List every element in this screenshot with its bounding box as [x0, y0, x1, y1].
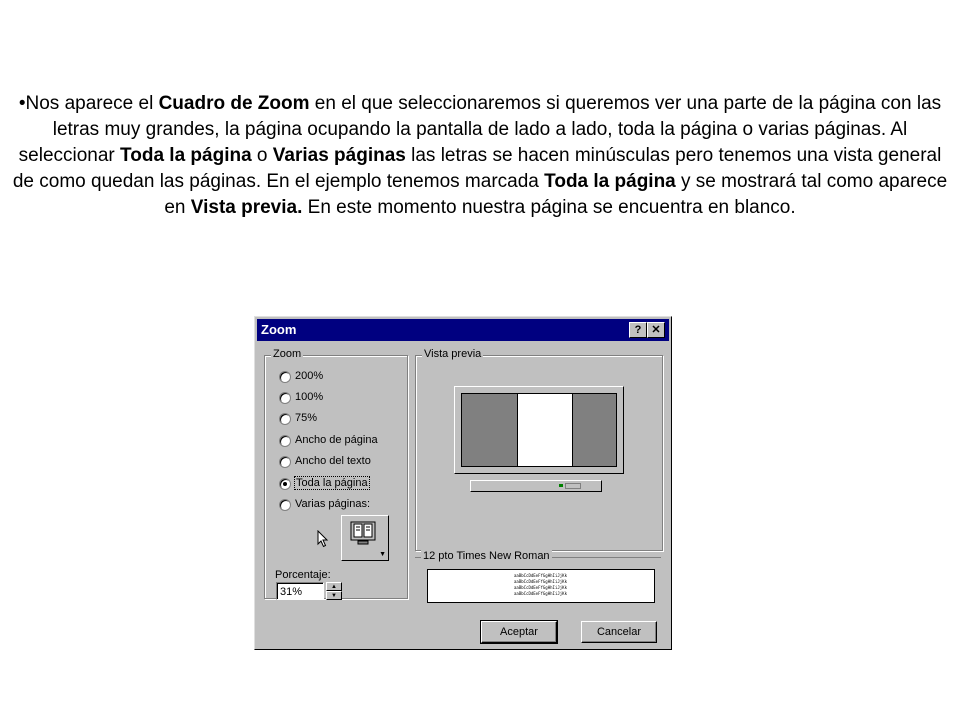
monitor-screen — [461, 393, 617, 467]
font-sample-line: aaBbCcDdEeFfGgHhIiJjKk — [514, 585, 567, 590]
bold-cuadro-zoom: Cuadro de Zoom — [158, 93, 310, 114]
preview-page — [517, 393, 573, 467]
text-6: En este momento nuestra página se encuentra en blanco. — [302, 197, 796, 218]
spin-down-button[interactable]: ▼ — [326, 591, 342, 600]
cancel-button[interactable]: Cancelar — [581, 621, 657, 643]
accept-button[interactable]: Aceptar — [481, 621, 557, 643]
font-sample-line: aaBbCcDdEeFfGgHhIiJjKk — [514, 573, 567, 578]
radio-label: Varias páginas: — [295, 498, 371, 510]
mouse-pointer-icon — [317, 530, 329, 548]
preview-group-label: Vista previa — [424, 348, 482, 360]
font-sample-box — [427, 569, 655, 603]
monitor-preview — [444, 386, 632, 508]
font-sample-line: aaBbCcDdEeFfGgHhIiJjKk — [514, 591, 567, 596]
zoom-group — [264, 348, 408, 599]
bold-vista-previa: Vista previa. — [190, 197, 303, 218]
text-4: las letras se hacen minúsculas pero tenemos una vista general de como quedan las páginas. En el ejemplo tenemos marcada — [12, 145, 942, 192]
text-1: Nos aparece el — [25, 93, 159, 114]
text-5: y se mostrará tal como aparece en — [164, 171, 948, 218]
dropdown-arrow-icon: ▼ — [379, 551, 386, 558]
instruction-paragraph — [10, 91, 950, 221]
radio-button[interactable] — [279, 499, 291, 511]
zoom-dialog — [254, 316, 672, 650]
zoom-group-label: Zoom — [273, 348, 302, 360]
help-button[interactable]: ? — [629, 322, 647, 338]
radio-label: Ancho del texto — [295, 455, 371, 467]
spin-up-button[interactable]: ▲ — [326, 582, 342, 591]
dialog-title: Zoom — [261, 322, 297, 337]
bold-toda-pagina: Toda la página — [120, 145, 252, 166]
monitor-knob — [565, 483, 581, 489]
radio-label: Ancho de página — [295, 434, 378, 446]
close-button[interactable]: ✕ — [647, 322, 665, 338]
radio-label: Toda la página — [296, 477, 368, 489]
radio-button[interactable] — [279, 371, 291, 383]
power-led — [559, 484, 563, 487]
multiple-pages-button[interactable] — [341, 515, 389, 561]
radio-button[interactable] — [279, 392, 291, 404]
font-group-label: 12 pto Times New Roman — [423, 550, 550, 562]
text-3: o — [251, 145, 273, 166]
bold-toda-pagina-2: Toda la página — [544, 171, 676, 192]
title-bar[interactable] — [257, 319, 669, 341]
radio-label: 200% — [295, 370, 324, 382]
font-sample-line: aaBbCcDdEeFfGgHhIiJjKk — [514, 579, 567, 584]
monitor-base — [470, 480, 602, 492]
preview-group — [415, 348, 663, 551]
text-2: en el que seleccionaremos si queremos ver una parte de la página con las letras muy grandes, la página ocupando la pantalla de lado a lado, toda la página o varias páginas. Al seleccionar — [18, 93, 942, 166]
radio-button[interactable] — [279, 413, 291, 425]
percentage-label: Porcentaje: — [275, 569, 331, 581]
radio-label: 100% — [295, 391, 324, 403]
percentage-input[interactable]: 31% — [276, 582, 324, 600]
bold-varias-paginas: Varias páginas — [272, 145, 406, 166]
monitor-frame — [454, 386, 624, 474]
multiple-pages-icon — [350, 521, 376, 547]
radio-button-checked[interactable] — [279, 478, 291, 490]
radio-label: 75% — [295, 412, 318, 424]
radio-button[interactable] — [279, 435, 291, 447]
bullet: • — [18, 93, 26, 114]
radio-button[interactable] — [279, 456, 291, 468]
